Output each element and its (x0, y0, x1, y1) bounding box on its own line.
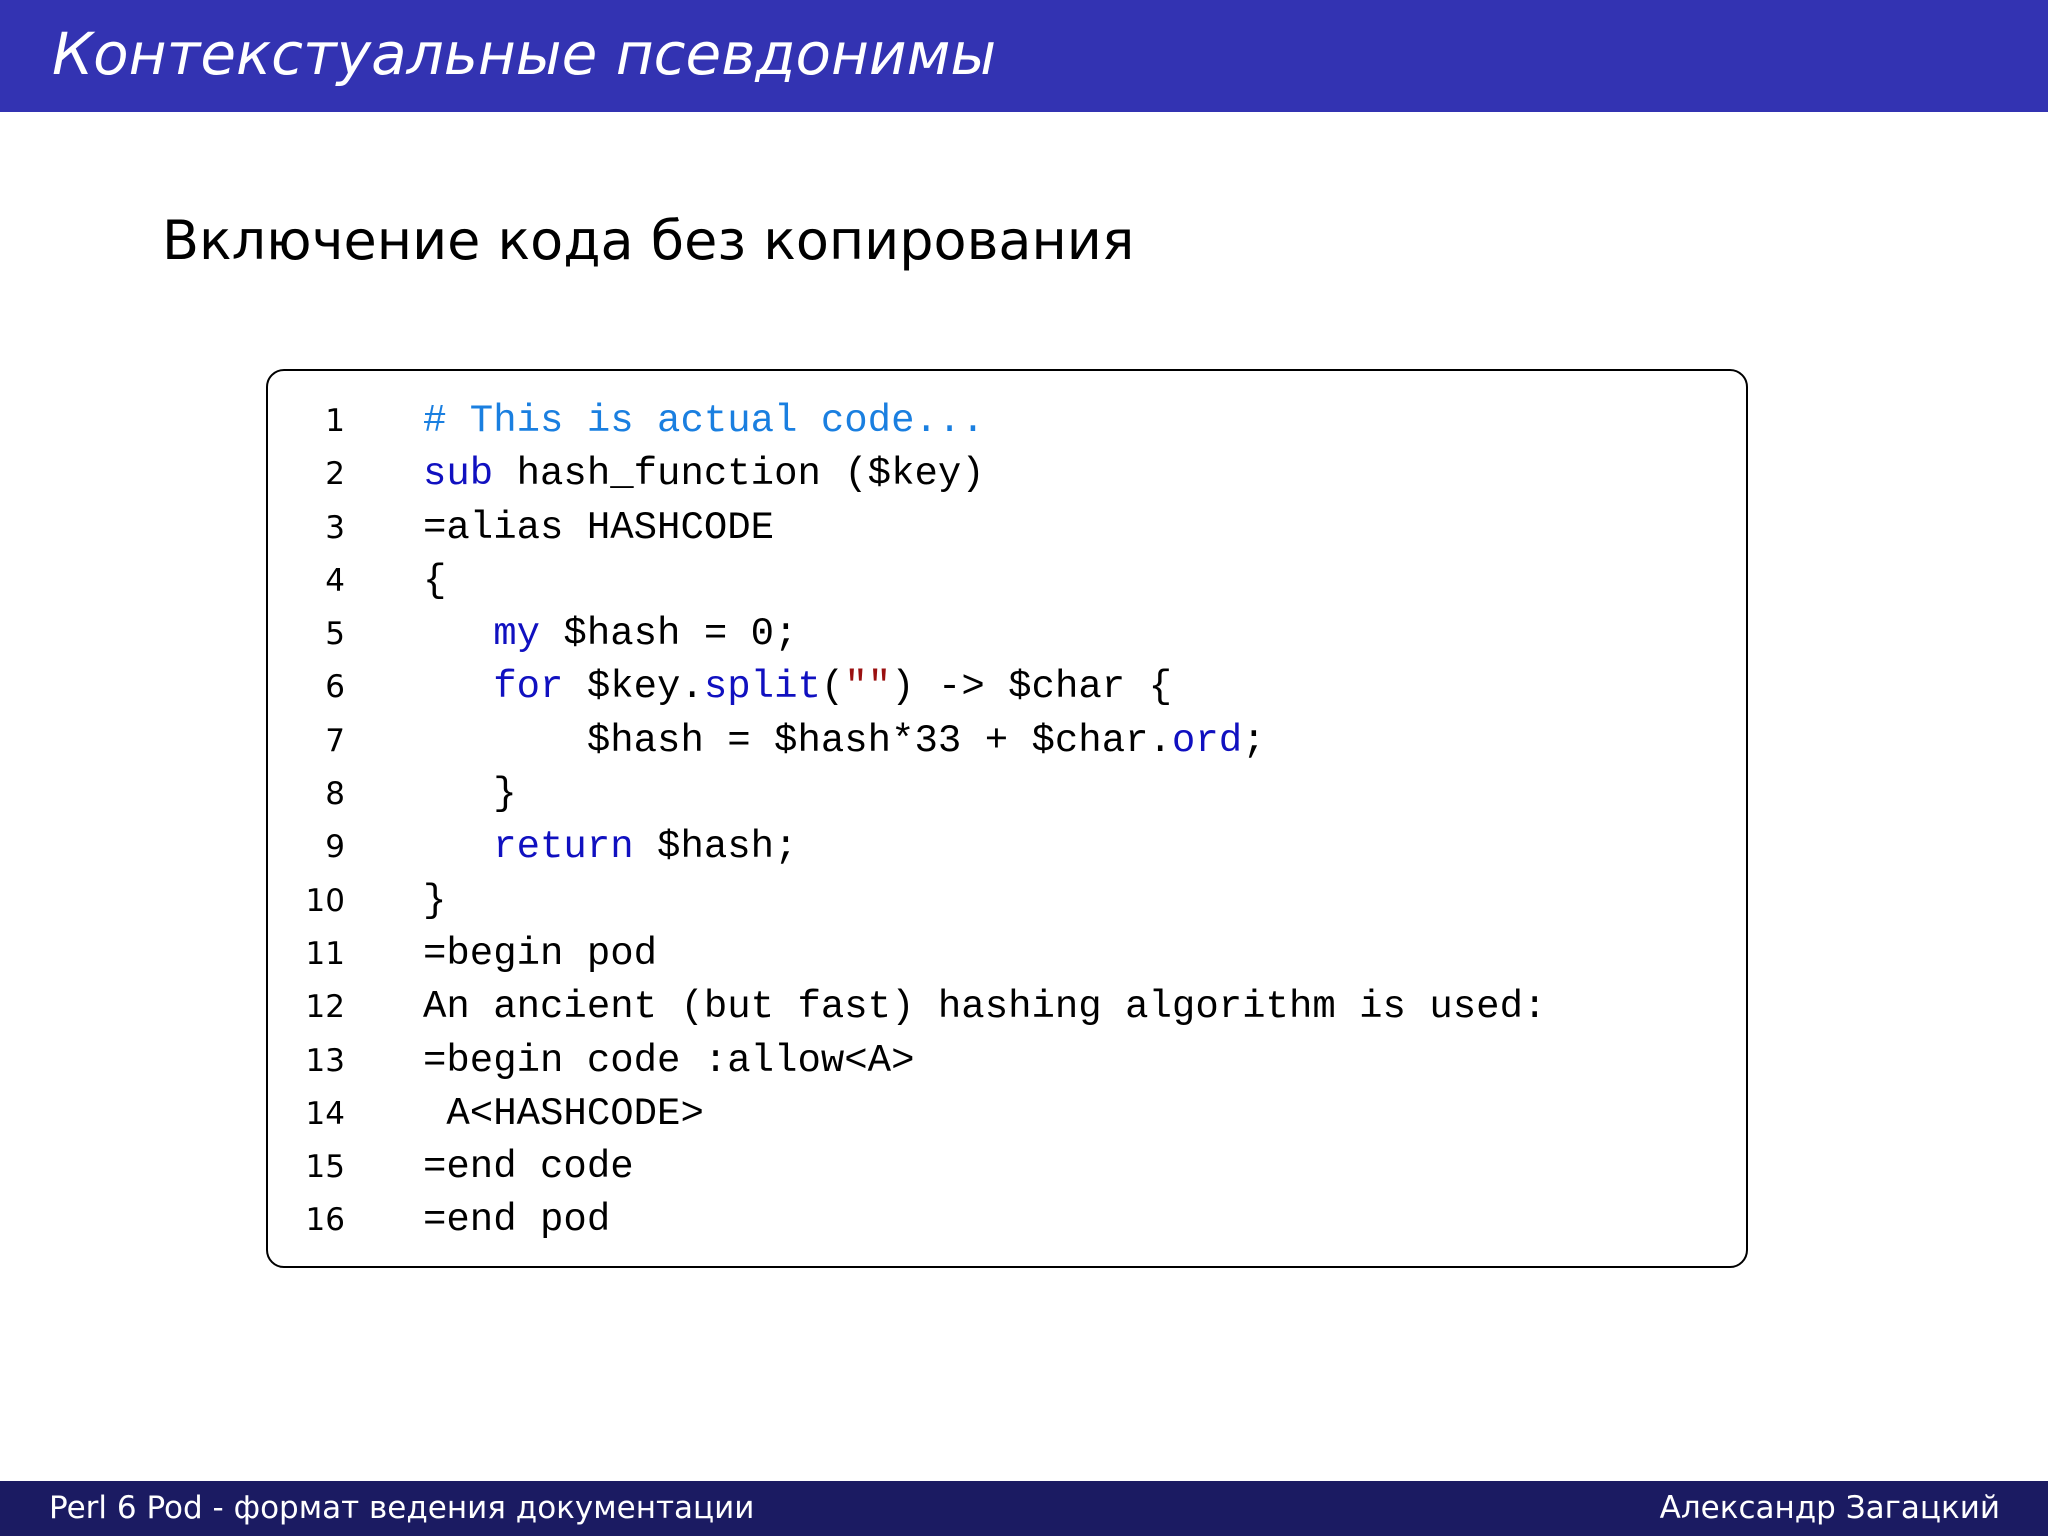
code-token: return (493, 825, 634, 870)
code-line (268, 875, 1746, 928)
code-token: =begin pod (423, 931, 658, 976)
code-token (423, 612, 493, 656)
code-token: $hash; (633, 825, 798, 870)
slide-footer-bar (0, 1481, 2048, 1536)
code-token (423, 825, 493, 869)
code-line (268, 715, 1746, 768)
code-token: $hash = 0; (540, 612, 798, 657)
line-number: 5 (325, 616, 345, 653)
line-number: 4 (325, 562, 345, 599)
code-text (423, 502, 774, 555)
line-number: 7 (325, 722, 345, 759)
code-block (266, 369, 1748, 1268)
line-number: 9 (325, 829, 345, 866)
slide-subtitle: Включение кода без копирования (162, 209, 1135, 272)
code-text (423, 928, 657, 981)
code-token: An ancient (but fast) hashing algorithm is used: (423, 985, 1547, 1030)
code-token (423, 665, 493, 709)
code-text (423, 661, 1172, 714)
code-token: =end code (423, 1145, 634, 1190)
line-number: 8 (325, 776, 345, 813)
line-number: 12 (305, 989, 345, 1026)
code-text (423, 981, 1546, 1034)
code-token: hash_function ($key) (493, 452, 985, 497)
code-line (268, 395, 1746, 448)
code-token: =end pod (423, 1198, 611, 1243)
code-line (268, 448, 1746, 501)
code-token: sub (423, 452, 494, 497)
code-token: ; (1242, 718, 1266, 763)
code-text (423, 821, 797, 874)
code-token: ord (1171, 718, 1243, 763)
code-token: } (423, 772, 517, 817)
code-text (423, 1141, 634, 1194)
line-number: 14 (305, 1095, 345, 1132)
line-number: 11 (305, 935, 345, 972)
code-token: my (493, 612, 541, 657)
code-text (423, 1194, 610, 1247)
code-line (268, 768, 1746, 821)
code-text (423, 768, 517, 821)
code-token: A<HASHCODE> (423, 1091, 704, 1136)
footer-author: Александр Загацкий (1659, 1490, 2000, 1526)
code-text (423, 555, 446, 608)
code-text (423, 1088, 704, 1141)
line-number: 1 (325, 403, 345, 439)
code-line (268, 1088, 1746, 1141)
code-text (423, 395, 985, 448)
code-line (268, 661, 1746, 714)
code-line (268, 555, 1746, 608)
code-token: =alias HASHCODE (423, 505, 775, 550)
code-token: =begin code :allow<A> (423, 1038, 915, 1083)
code-text (423, 715, 1266, 768)
code-token: ( (820, 665, 845, 710)
line-number: 3 (325, 509, 345, 546)
line-number: 10 (305, 882, 345, 919)
code-text (423, 875, 446, 928)
code-text (423, 608, 797, 661)
code-line (268, 821, 1746, 874)
slide-title: Контекстуальные псевдонимы (52, 20, 997, 88)
code-line (268, 608, 1746, 661)
code-lines (268, 395, 1746, 1248)
code-line (268, 928, 1746, 981)
code-token: "" (844, 665, 892, 710)
code-token: for (493, 665, 564, 710)
code-line (268, 981, 1746, 1034)
line-number: 2 (325, 456, 345, 493)
code-text (423, 448, 985, 501)
code-line (268, 1141, 1746, 1194)
code-token: $key. (563, 665, 704, 710)
line-number: 6 (325, 669, 345, 706)
line-number: 15 (305, 1149, 345, 1186)
code-text (423, 1035, 914, 1088)
code-line (268, 1035, 1746, 1088)
code-line (268, 502, 1746, 555)
code-token: ) -> $char { (891, 665, 1172, 710)
footer-presentation-title: Perl 6 Pod - формат ведения документации (49, 1490, 755, 1526)
code-token: } (423, 878, 447, 923)
line-number: 16 (305, 1202, 345, 1239)
line-number: 13 (305, 1042, 345, 1079)
code-token: $hash = $hash*33 + $char. (423, 718, 1172, 763)
code-token: { (423, 558, 447, 603)
code-line (268, 1194, 1746, 1247)
code-token: split (703, 665, 821, 710)
code-token: # This is actual code... (423, 399, 985, 443)
slide-header-bar (0, 0, 2048, 112)
